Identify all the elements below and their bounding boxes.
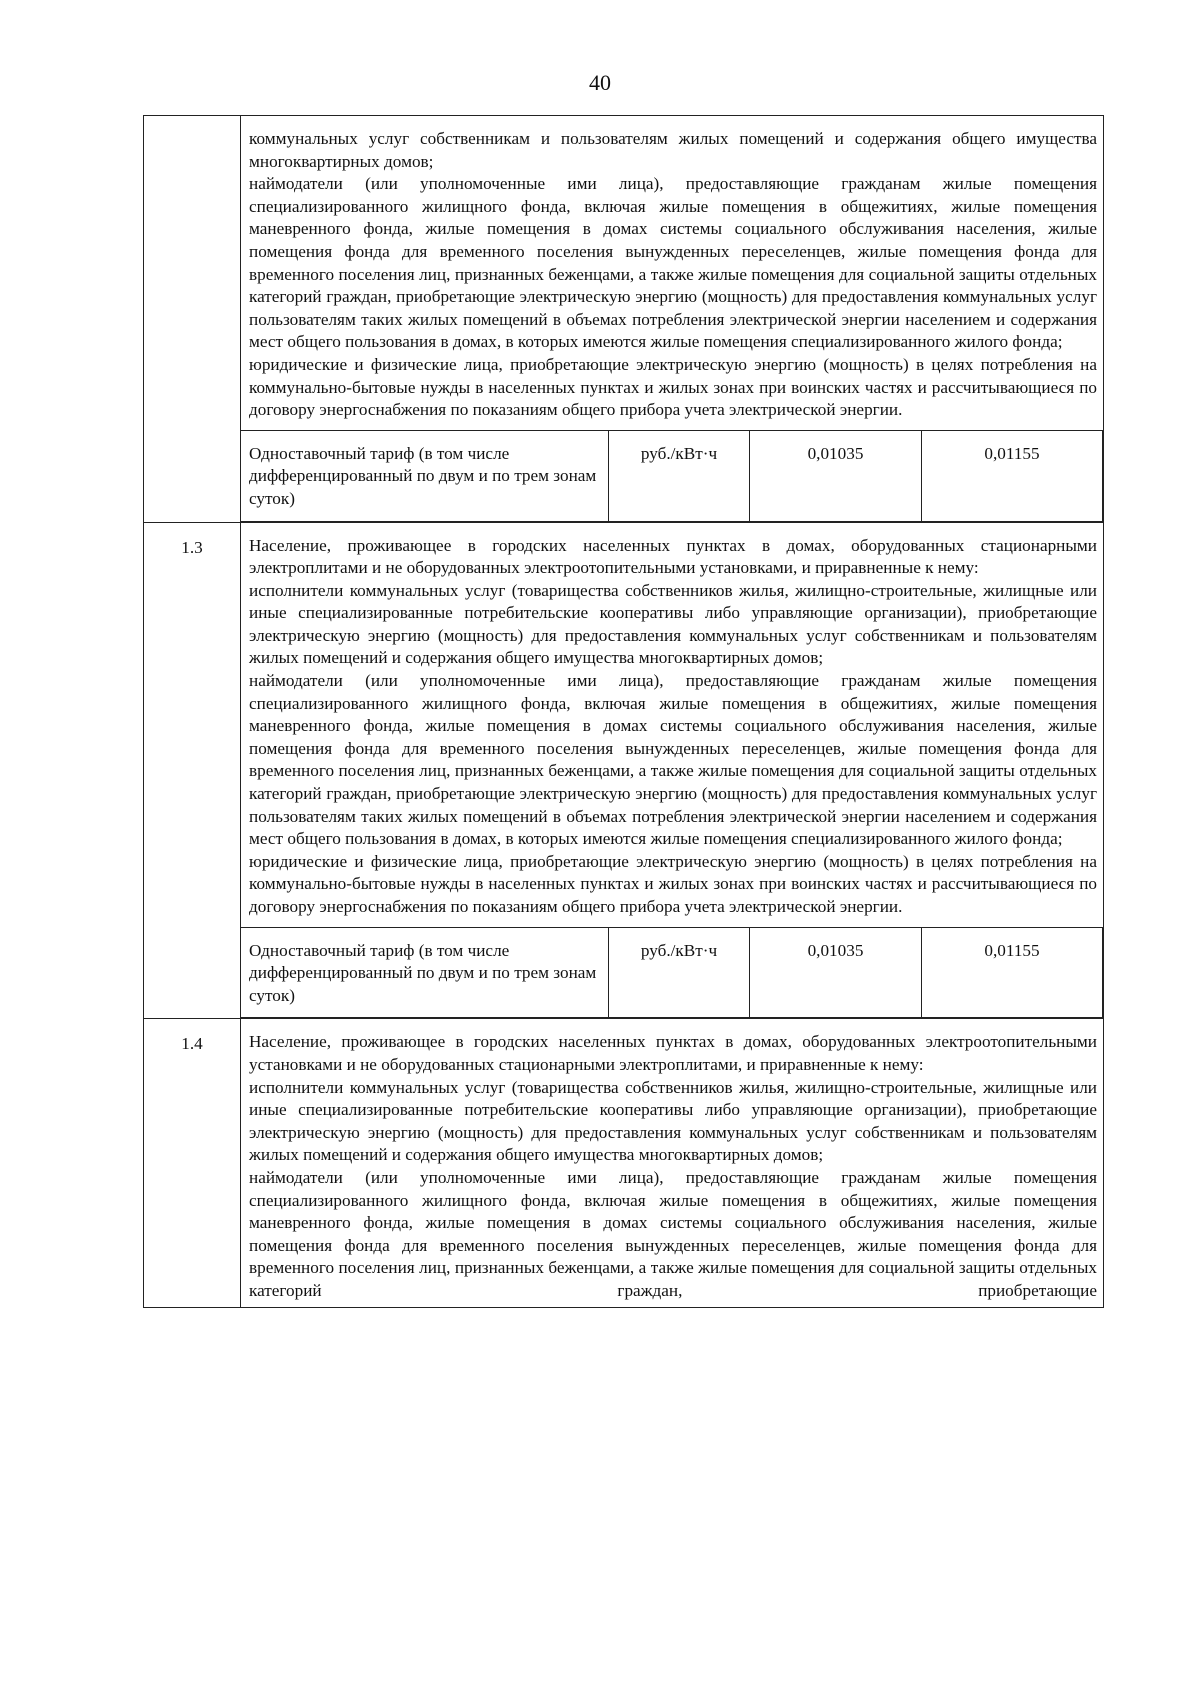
unit-cell: руб./кВт·ч [609,430,750,521]
paragraph: юридические и физические лица, приобретающие электрическую энергию (мощность) в целях потребления на коммунально-бытовые нужды в населенных пунктах и жилых зонах при воинских частях и рассчитывающиеся по договору энергоснабжения по показаниям общего прибора учета электрической энергии. [249,851,1097,916]
row-content [241,522,1104,1019]
tariff-table [143,115,1104,1308]
row-number: 1.4 [144,1019,241,1307]
paragraph: Население, проживающее в городских населенных пунктах в домах, оборудованных электроотопительными установками и не оборудованных стационарными электроплитами, и приравненные к нему: [249,1032,1097,1074]
row-content [241,116,1104,523]
category-description [241,523,1103,927]
paragraph: исполнители коммунальных услуг (товарищества собственников жилья, жилищно-строительные, жилищные или иные специализированные потребительские кооперативы либо управляющие организации), приобретающие электрическую энергию (мощность) для предоставления коммунальных услуг собственникам и пользователям жилых помещений и содержания общего имущества многоквартирных домов; [249,1077,1097,1165]
value-second-half: 0,01155 [922,430,1103,521]
value-second-half: 0,01155 [922,927,1103,1018]
paragraph: наймодатели (или уполномоченные ими лица), предоставляющие гражданам жилые помещения специализированного жилищного фонда, включая жилые помещения в общежитиях, жилые помещения маневренного фонда, жилые помещения в домах системы социального обслуживания населения, жилые помещения фонда для временного поселения вынужденных переселенцев, жилые помещения фонда для временного поселения лиц, признанных беженцами, а также жилые помещения для социальной защиты отдельных категорий граждан, приобретающие [249,1167,1097,1300]
paragraph: Население, проживающее в городских населенных пунктах в домах, оборудованных стационарными электроплитами и не оборудованных электроотопительными установками, и приравненные к нему: [249,535,1097,578]
category-description [241,1019,1103,1306]
table-row [144,1019,1104,1307]
unit-cell: руб./кВт·ч [609,927,750,1018]
table-row [144,522,1104,1019]
tariff-subrow [241,927,1103,1019]
row-number [144,116,241,523]
row-content [241,1019,1104,1307]
value-first-half: 0,01035 [750,927,922,1018]
paragraph: наймодатели (или уполномоченные ими лица), предоставляющие гражданам жилые помещения специализированного жилищного фонда, включая жилые помещения в общежитиях, жилые помещения маневренного фонда, жилые помещения в домах системы социального обслуживания населения, жилые помещения фонда для временного поселения вынужденных переселенцев, жилые помещения фонда для временного поселения лиц, признанных беженцами, а также жилые помещения для социальной защиты отдельных категорий граждан, приобретающие электрическую энергию (мощность) для предоставления коммунальных услуг пользователям таких жилых помещений в объемах потребления электрической энергии населением и содержания мест общего пользования в домах, в которых имеются жилые помещения специализированного жилого фонда; [249,174,1097,352]
paragraph: юридические и физические лица, приобретающие электрическую энергию (мощность) в целях потребления на коммунально-бытовые нужды в населенных пунктах и жилых зонах при воинских частях и рассчитывающиеся по договору энергоснабжения по показаниям общего прибора учета электрической энергии. [249,354,1097,420]
tariff-label: Одноставочный тариф (в том числе дифференцированный по двум и по трем зонам суток) [241,430,609,521]
paragraph: исполнители коммунальных услуг (товарищества собственников жилья, жилищно-строительные, жилищные или иные специализированные потребительские кооперативы либо управляющие организации), приобретающие электрическую энергию (мощность) для предоставления коммунальных услуг собственникам и пользователям жилых помещений и содержания общего имущества многоквартирных домов; [249,580,1097,668]
table-row [144,116,1104,523]
page-number: 40 [589,70,611,95]
row-number: 1.3 [144,522,241,1019]
paragraph: наймодатели (или уполномоченные ими лица), предоставляющие гражданам жилые помещения специализированного жилищного фонда, включая жилые помещения в общежитиях, жилые помещения маневренного фонда, жилые помещения в домах системы социального обслуживания населения, жилые помещения фонда для временного поселения вынужденных переселенцев, жилые помещения фонда для временного поселения лиц, признанных беженцами, а также жилые помещения для социальной защиты отдельных категорий граждан, приобретающие электрическую энергию (мощность) для предоставления коммунальных услуг пользователям таких жилых помещений в объемах потребления электрической энергии населением и содержания мест общего пользования в домах, в которых имеются жилые помещения специализированного жилого фонда; [249,671,1097,849]
category-description [241,116,1103,430]
tariff-subrow [241,430,1103,522]
tariff-label: Одноставочный тариф (в том числе дифференцированный по двум и по трем зонам суток) [241,927,609,1018]
paragraph: коммунальных услуг собственникам и пользователям жилых помещений и содержания общего имущества многоквартирных домов; [249,129,1097,171]
value-first-half: 0,01035 [750,430,922,521]
